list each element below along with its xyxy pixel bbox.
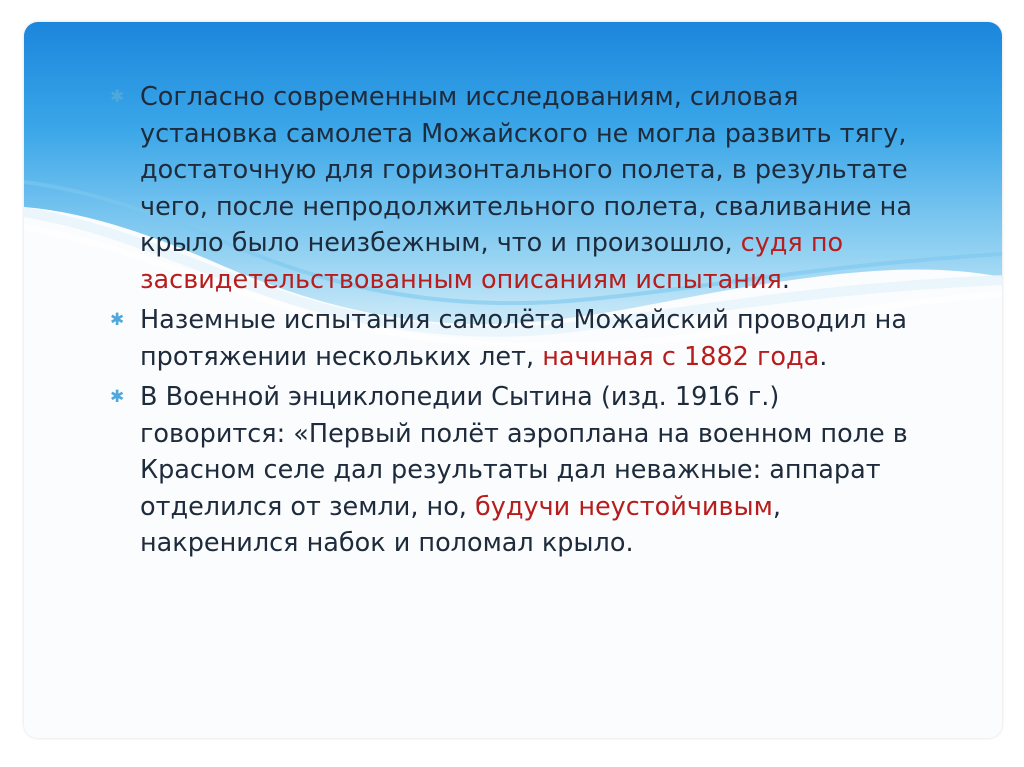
bullet-tail: , накренился набок и поломал крыло.: [140, 491, 781, 558]
bullet-text: В Военной энциклопедии Сытина (изд. 1916 г.) говорится: «Первый полёт аэроплана на военном поле в Красном селе дал результаты дал неважные: аппарат отделился от земли, но,: [140, 382, 908, 522]
bullet-highlight: начиная с 1882 года: [542, 341, 820, 372]
bullet-list: [110, 79, 930, 562]
bullet-highlight: судя по засвидетельствованным описаниям испытания: [140, 228, 844, 295]
bullet-item-3: [110, 379, 930, 562]
bullet-tail: .: [819, 341, 828, 372]
slide: [24, 22, 1002, 738]
slide-content: [110, 79, 930, 566]
asterisk-bullet-icon: ✱: [110, 87, 125, 107]
bullet-item-1: [110, 79, 930, 298]
bullet-highlight: будучи неустойчивым: [475, 491, 773, 522]
bullet-item-2: [110, 302, 930, 375]
asterisk-bullet-icon: ✱: [110, 387, 125, 407]
bullet-tail: .: [781, 264, 790, 295]
bullet-text: Согласно современным исследованиям, силовая установка самолета Можайского не могла развить тягу, достаточную для горизонтального полета, в результате чего, после непродолжительного полета, сваливание на крыло было неизбежным, что и произошло,: [140, 82, 912, 258]
bullet-text: Наземные испытания самолёта Можайский проводил на протяжении нескольких лет,: [140, 305, 907, 372]
asterisk-bullet-icon: ✱: [110, 310, 125, 330]
